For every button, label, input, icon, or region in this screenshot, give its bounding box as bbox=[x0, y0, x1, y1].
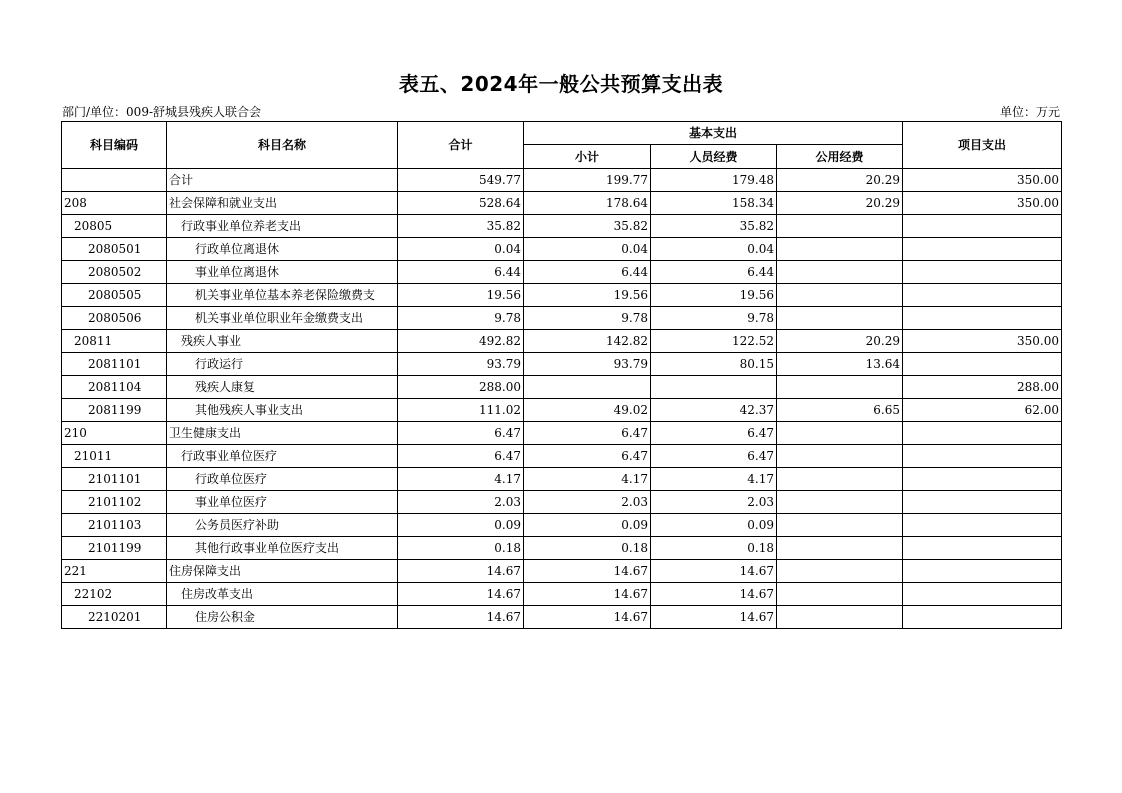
subtotal-cell: 14.67 bbox=[524, 583, 651, 606]
name-cell: 事业单位离退休 bbox=[167, 261, 398, 284]
subtotal-cell: 178.64 bbox=[524, 192, 651, 215]
public-cell: 13.64 bbox=[777, 353, 903, 376]
header-basic: 基本支出 bbox=[524, 122, 903, 145]
subtotal-cell: 0.04 bbox=[524, 238, 651, 261]
subtotal-cell: 19.56 bbox=[524, 284, 651, 307]
personnel-cell: 80.15 bbox=[651, 353, 777, 376]
total-cell: 9.78 bbox=[398, 307, 524, 330]
header-personnel: 人员经费 bbox=[651, 145, 777, 169]
personnel-cell bbox=[651, 376, 777, 399]
public-cell bbox=[777, 583, 903, 606]
subtotal-cell: 6.44 bbox=[524, 261, 651, 284]
public-cell: 20.29 bbox=[777, 330, 903, 353]
project-cell bbox=[903, 537, 1062, 560]
name-cell: 住房改革支出 bbox=[167, 583, 398, 606]
personnel-cell: 0.09 bbox=[651, 514, 777, 537]
subtotal-cell: 199.77 bbox=[524, 169, 651, 192]
header-project: 项目支出 bbox=[903, 122, 1062, 169]
public-cell bbox=[777, 307, 903, 330]
personnel-cell: 9.78 bbox=[651, 307, 777, 330]
public-cell bbox=[777, 560, 903, 583]
table-row bbox=[62, 537, 1062, 560]
table-row bbox=[62, 560, 1062, 583]
total-cell: 288.00 bbox=[398, 376, 524, 399]
name-cell: 机关事业单位职业年金缴费支出 bbox=[167, 307, 398, 330]
subtotal-cell: 4.17 bbox=[524, 468, 651, 491]
code-cell: 21011 bbox=[62, 445, 167, 468]
personnel-cell: 179.48 bbox=[651, 169, 777, 192]
public-cell bbox=[777, 284, 903, 307]
code-cell: 2081104 bbox=[62, 376, 167, 399]
code-cell: 2101102 bbox=[62, 491, 167, 514]
personnel-cell: 35.82 bbox=[651, 215, 777, 238]
public-cell bbox=[777, 422, 903, 445]
name-cell: 其他残疾人事业支出 bbox=[167, 399, 398, 422]
name-cell: 行政单位离退休 bbox=[167, 238, 398, 261]
public-cell bbox=[777, 537, 903, 560]
project-cell bbox=[903, 307, 1062, 330]
project-cell: 350.00 bbox=[903, 192, 1062, 215]
public-cell bbox=[777, 261, 903, 284]
public-cell bbox=[777, 238, 903, 261]
subtotal-cell: 0.18 bbox=[524, 537, 651, 560]
total-cell: 14.67 bbox=[398, 606, 524, 629]
table-row bbox=[62, 215, 1062, 238]
name-cell: 行政单位医疗 bbox=[167, 468, 398, 491]
table-row bbox=[62, 606, 1062, 629]
personnel-cell: 14.67 bbox=[651, 606, 777, 629]
project-cell: 350.00 bbox=[903, 169, 1062, 192]
name-cell: 卫生健康支出 bbox=[167, 422, 398, 445]
personnel-cell: 122.52 bbox=[651, 330, 777, 353]
personnel-cell: 6.47 bbox=[651, 445, 777, 468]
personnel-cell: 14.67 bbox=[651, 560, 777, 583]
public-cell bbox=[777, 606, 903, 629]
name-cell: 行政运行 bbox=[167, 353, 398, 376]
subtotal-cell: 0.09 bbox=[524, 514, 651, 537]
project-cell: 350.00 bbox=[903, 330, 1062, 353]
total-cell: 0.04 bbox=[398, 238, 524, 261]
public-cell: 6.65 bbox=[777, 399, 903, 422]
subtotal-cell: 9.78 bbox=[524, 307, 651, 330]
public-cell: 20.29 bbox=[777, 192, 903, 215]
table-row bbox=[62, 399, 1062, 422]
name-cell: 社会保障和就业支出 bbox=[167, 192, 398, 215]
code-cell: 2080505 bbox=[62, 284, 167, 307]
public-cell: 20.29 bbox=[777, 169, 903, 192]
total-cell: 14.67 bbox=[398, 560, 524, 583]
code-cell: 2081199 bbox=[62, 399, 167, 422]
header-name: 科目名称 bbox=[167, 122, 398, 169]
header-public: 公用经费 bbox=[777, 145, 903, 169]
subtotal-cell: 2.03 bbox=[524, 491, 651, 514]
name-cell: 残疾人事业 bbox=[167, 330, 398, 353]
code-cell: 20811 bbox=[62, 330, 167, 353]
table-row bbox=[62, 422, 1062, 445]
table-row bbox=[62, 238, 1062, 261]
project-cell bbox=[903, 560, 1062, 583]
table-row bbox=[62, 261, 1062, 284]
public-cell bbox=[777, 514, 903, 537]
name-cell: 行政事业单位医疗 bbox=[167, 445, 398, 468]
code-cell bbox=[62, 169, 167, 192]
table-row bbox=[62, 583, 1062, 606]
name-cell: 其他行政事业单位医疗支出 bbox=[167, 537, 398, 560]
personnel-cell: 0.04 bbox=[651, 238, 777, 261]
code-cell: 20805 bbox=[62, 215, 167, 238]
personnel-cell: 4.17 bbox=[651, 468, 777, 491]
code-cell: 208 bbox=[62, 192, 167, 215]
table-row bbox=[62, 192, 1062, 215]
table-row bbox=[62, 514, 1062, 537]
code-cell: 2080506 bbox=[62, 307, 167, 330]
name-cell: 事业单位医疗 bbox=[167, 491, 398, 514]
table-body bbox=[62, 169, 1062, 629]
code-cell: 2101101 bbox=[62, 468, 167, 491]
name-cell: 行政事业单位养老支出 bbox=[167, 215, 398, 238]
total-cell: 19.56 bbox=[398, 284, 524, 307]
subtotal-cell: 49.02 bbox=[524, 399, 651, 422]
table-row bbox=[62, 376, 1062, 399]
project-cell bbox=[903, 353, 1062, 376]
total-cell: 2.03 bbox=[398, 491, 524, 514]
code-cell: 2101103 bbox=[62, 514, 167, 537]
personnel-cell: 42.37 bbox=[651, 399, 777, 422]
code-cell: 22102 bbox=[62, 583, 167, 606]
public-cell bbox=[777, 445, 903, 468]
personnel-cell: 19.56 bbox=[651, 284, 777, 307]
table-row bbox=[62, 307, 1062, 330]
total-cell: 6.47 bbox=[398, 445, 524, 468]
code-cell: 2080502 bbox=[62, 261, 167, 284]
personnel-cell: 0.18 bbox=[651, 537, 777, 560]
subtotal-cell: 35.82 bbox=[524, 215, 651, 238]
project-cell bbox=[903, 468, 1062, 491]
project-cell bbox=[903, 215, 1062, 238]
project-cell bbox=[903, 606, 1062, 629]
personnel-cell: 6.47 bbox=[651, 422, 777, 445]
project-cell bbox=[903, 422, 1062, 445]
name-cell: 住房保障支出 bbox=[167, 560, 398, 583]
subtotal-cell: 14.67 bbox=[524, 560, 651, 583]
total-cell: 4.17 bbox=[398, 468, 524, 491]
name-cell: 住房公积金 bbox=[167, 606, 398, 629]
project-cell bbox=[903, 491, 1062, 514]
personnel-cell: 14.67 bbox=[651, 583, 777, 606]
total-cell: 35.82 bbox=[398, 215, 524, 238]
project-cell bbox=[903, 583, 1062, 606]
header-total: 合计 bbox=[398, 122, 524, 169]
table-row bbox=[62, 491, 1062, 514]
personnel-cell: 2.03 bbox=[651, 491, 777, 514]
table-row bbox=[62, 445, 1062, 468]
total-cell: 0.09 bbox=[398, 514, 524, 537]
table-row bbox=[62, 284, 1062, 307]
project-cell bbox=[903, 445, 1062, 468]
name-cell: 合计 bbox=[167, 169, 398, 192]
total-cell: 111.02 bbox=[398, 399, 524, 422]
subtotal-cell: 142.82 bbox=[524, 330, 651, 353]
total-cell: 14.67 bbox=[398, 583, 524, 606]
public-cell bbox=[777, 491, 903, 514]
code-cell: 2210201 bbox=[62, 606, 167, 629]
table-row bbox=[62, 169, 1062, 192]
personnel-cell: 6.44 bbox=[651, 261, 777, 284]
name-cell: 公务员医疗补助 bbox=[167, 514, 398, 537]
total-cell: 6.47 bbox=[398, 422, 524, 445]
total-cell: 93.79 bbox=[398, 353, 524, 376]
public-cell bbox=[777, 376, 903, 399]
code-cell: 2080501 bbox=[62, 238, 167, 261]
project-cell bbox=[903, 284, 1062, 307]
total-cell: 492.82 bbox=[398, 330, 524, 353]
subtotal-cell bbox=[524, 376, 651, 399]
table-row bbox=[62, 330, 1062, 353]
code-cell: 210 bbox=[62, 422, 167, 445]
table-row bbox=[62, 468, 1062, 491]
project-cell: 288.00 bbox=[903, 376, 1062, 399]
public-cell bbox=[777, 215, 903, 238]
total-cell: 549.77 bbox=[398, 169, 524, 192]
unit-label: 单位：万元 bbox=[999, 105, 1060, 119]
project-cell: 62.00 bbox=[903, 399, 1062, 422]
public-cell bbox=[777, 468, 903, 491]
page-title: 表五、2024年一般公共预算支出表 bbox=[398, 72, 724, 96]
project-cell bbox=[903, 261, 1062, 284]
subtotal-cell: 93.79 bbox=[524, 353, 651, 376]
header-subtotal: 小计 bbox=[524, 145, 651, 169]
code-cell: 221 bbox=[62, 560, 167, 583]
project-cell bbox=[903, 238, 1062, 261]
table-row bbox=[62, 353, 1062, 376]
code-cell: 2081101 bbox=[62, 353, 167, 376]
department-label: 部门/单位：009-舒城县残疾人联合会 bbox=[62, 105, 262, 119]
subtotal-cell: 14.67 bbox=[524, 606, 651, 629]
code-cell: 2101199 bbox=[62, 537, 167, 560]
name-cell: 残疾人康复 bbox=[167, 376, 398, 399]
header-code: 科目编码 bbox=[62, 122, 167, 169]
table-header-row bbox=[62, 122, 1062, 145]
total-cell: 528.64 bbox=[398, 192, 524, 215]
total-cell: 0.18 bbox=[398, 537, 524, 560]
total-cell: 6.44 bbox=[398, 261, 524, 284]
project-cell bbox=[903, 514, 1062, 537]
personnel-cell: 158.34 bbox=[651, 192, 777, 215]
subtotal-cell: 6.47 bbox=[524, 422, 651, 445]
subtotal-cell: 6.47 bbox=[524, 445, 651, 468]
name-cell: 机关事业单位基本养老保险缴费支 bbox=[167, 284, 398, 307]
budget-table bbox=[61, 121, 1062, 629]
